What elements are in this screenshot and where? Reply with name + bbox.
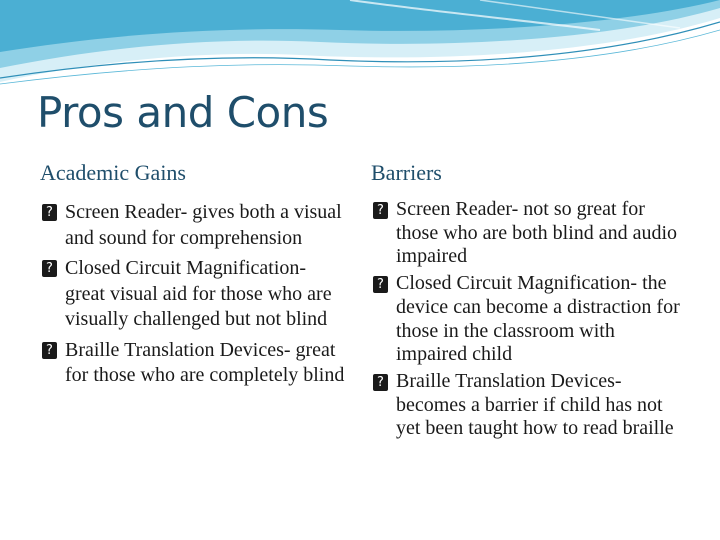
list-item-text: Closed Circuit Magnification- great visual aid for those who are visually challenged but not blind [65, 257, 332, 330]
academic-gains-heading: Academic Gains [40, 160, 186, 185]
bullet-icon: ? [42, 342, 57, 359]
barriers-heading: Barriers [371, 160, 442, 185]
bullet-icon: ? [42, 204, 57, 221]
decorative-wave-header [0, 0, 720, 90]
list-item [42, 338, 347, 389]
list-item-text: Closed Circuit Magnification- the device can become a distraction for those in the classroom with impaired child [396, 272, 680, 366]
list-item-text: Screen Reader- not so great for those who are both blind and audio impaired [396, 198, 678, 268]
list-item-text: Screen Reader- gives both a visual and sound for comprehension [65, 201, 342, 249]
slide-title: Pros and Cons [37, 88, 329, 137]
bullet-icon: ? [373, 276, 388, 293]
list-item [42, 200, 347, 251]
list-item-text: Braille Translation Devices- becomes a barrier if child has not yet been taught how to read braille [396, 369, 674, 440]
bullet-icon: ? [373, 202, 388, 219]
bullet-icon: ? [42, 260, 57, 277]
list-item [373, 370, 683, 441]
list-item [42, 256, 347, 333]
list-item [373, 272, 683, 367]
barriers-list [373, 198, 683, 444]
academic-gains-list [42, 200, 347, 394]
bullet-icon: ? [373, 374, 388, 391]
list-item-text: Braille Translation Devices- great for those who are completely blind [65, 338, 345, 386]
list-item [373, 198, 683, 269]
